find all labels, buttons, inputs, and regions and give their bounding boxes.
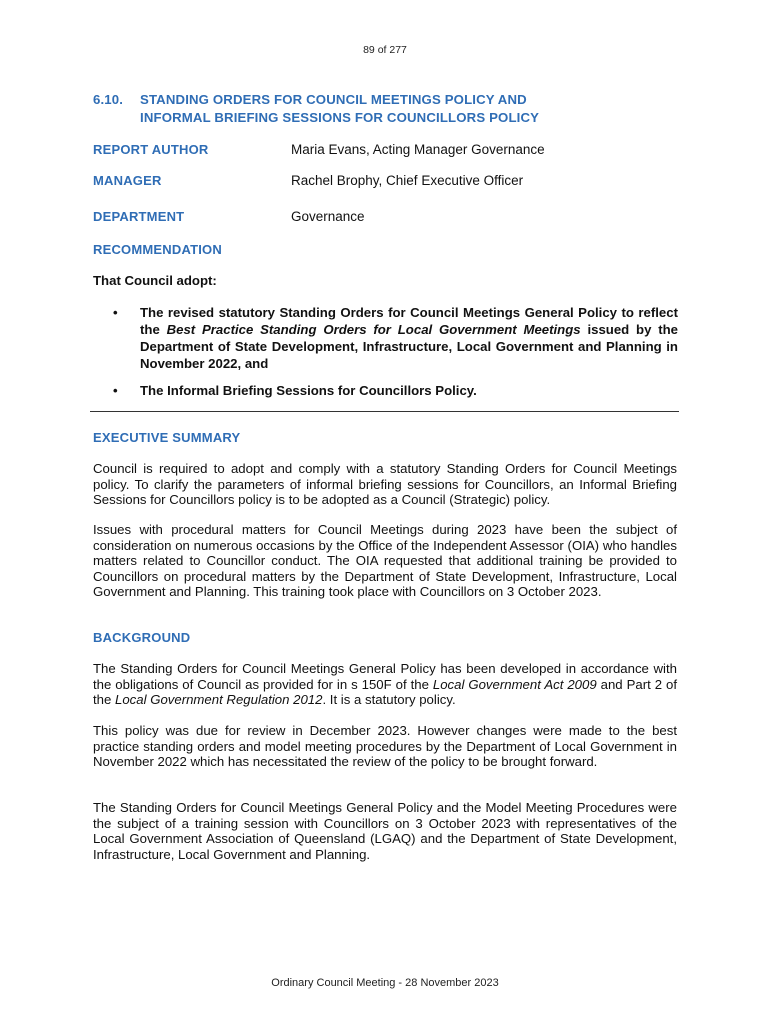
section-title <box>140 91 700 127</box>
section-title-line1: STANDING ORDERS FOR COUNCIL MEETINGS POLICY AND <box>140 92 527 107</box>
executive-summary-paragraph: Council is required to adopt and comply with a statutory Standing Orders for Council Meetings policy. To clarify the parameters of informal briefing sessions for Councillors, an Informal Briefing Sessions for Councillors policy is to be adopted as a Council (Strategic) policy. <box>93 461 677 508</box>
bullet1-text-a: The revised statutory Standing Orders for Council Meetings General Policy to reflect the <box>140 305 678 337</box>
section-title-line2: INFORMAL BRIEFING SESSIONS FOR COUNCILLORS POLICY <box>140 110 540 125</box>
background-text: The Standing Orders for Council Meetings General Policy has been developed in accordance with the obligations of Council as provided for in s 150F of the <box>93 661 677 692</box>
department-value: Governance <box>291 209 365 224</box>
bullet-marker: • <box>113 305 118 320</box>
executive-summary-paragraph: Issues with procedural matters for Council Meetings during 2023 have been the subject of consideration on numerous occasions by the Office of the Independent Assessor (OIA) who handles matters related to Councillor conduct. The OIA requested that additional training be provided to Councillors on procedural matters by the Department of State Development, Infrastructure, Local Government and Planning. This training took place with Councillors on 3 October 2023. <box>93 522 677 600</box>
recommendation-item <box>93 304 678 372</box>
background-paragraph: The Standing Orders for Council Meetings General Policy and the Model Meeting Procedures were the subject of a training session with Councillors on 3 October 2023 with representatives of the Local Government Association of Queensland (LGAQ) and the Department of State Development, Infrastructure, Local Government and Planning. <box>93 800 677 862</box>
recommendation-item <box>93 382 678 399</box>
section-number: 6.10. <box>93 92 124 107</box>
background-heading: BACKGROUND <box>93 630 191 645</box>
manager-label: MANAGER <box>93 173 162 188</box>
background-text: . It is a statutory policy. <box>322 692 456 708</box>
executive-summary-heading: EXECUTIVE SUMMARY <box>93 430 241 445</box>
recommendation-intro: That Council adopt: <box>93 273 217 288</box>
manager-value: Rachel Brophy, Chief Executive Officer <box>291 173 524 188</box>
bullet1-text-b: issued by the Department of State Development, Infrastructure, Local Government and Planning in November 2022, and <box>140 322 678 371</box>
recommendation-item-text <box>140 304 678 372</box>
report-author-value: Maria Evans, Acting Manager Governance <box>291 142 545 157</box>
report-author-label: REPORT AUTHOR <box>93 142 209 157</box>
recommendation-item-text: The Informal Briefing Sessions for Councillors Policy. <box>140 383 477 398</box>
background-paragraph: This policy was due for review in December 2023. However changes were made to the best practice standing orders and model meeting procedures by the Department of Local Government in November 2022 which has necessitated the review of the policy to be brought forward. <box>93 723 677 770</box>
bullet-marker: • <box>113 383 118 398</box>
background-text: and Part 2 of the <box>93 676 677 708</box>
department-label: DEPARTMENT <box>93 209 185 224</box>
page-number: 89 of 277 <box>363 44 407 56</box>
divider <box>90 411 679 412</box>
background-paragraph <box>93 661 677 708</box>
bullet1-text-italic: Best Practice Standing Orders for Local Government Meetings <box>166 322 581 337</box>
recommendation-heading: RECOMMENDATION <box>93 242 222 257</box>
act-citation: Local Government Act 2009 <box>432 676 597 692</box>
page-footer: Ordinary Council Meeting - 28 November 2023 <box>271 977 499 989</box>
regulation-citation: Local Government Regulation 2012 <box>115 692 323 708</box>
